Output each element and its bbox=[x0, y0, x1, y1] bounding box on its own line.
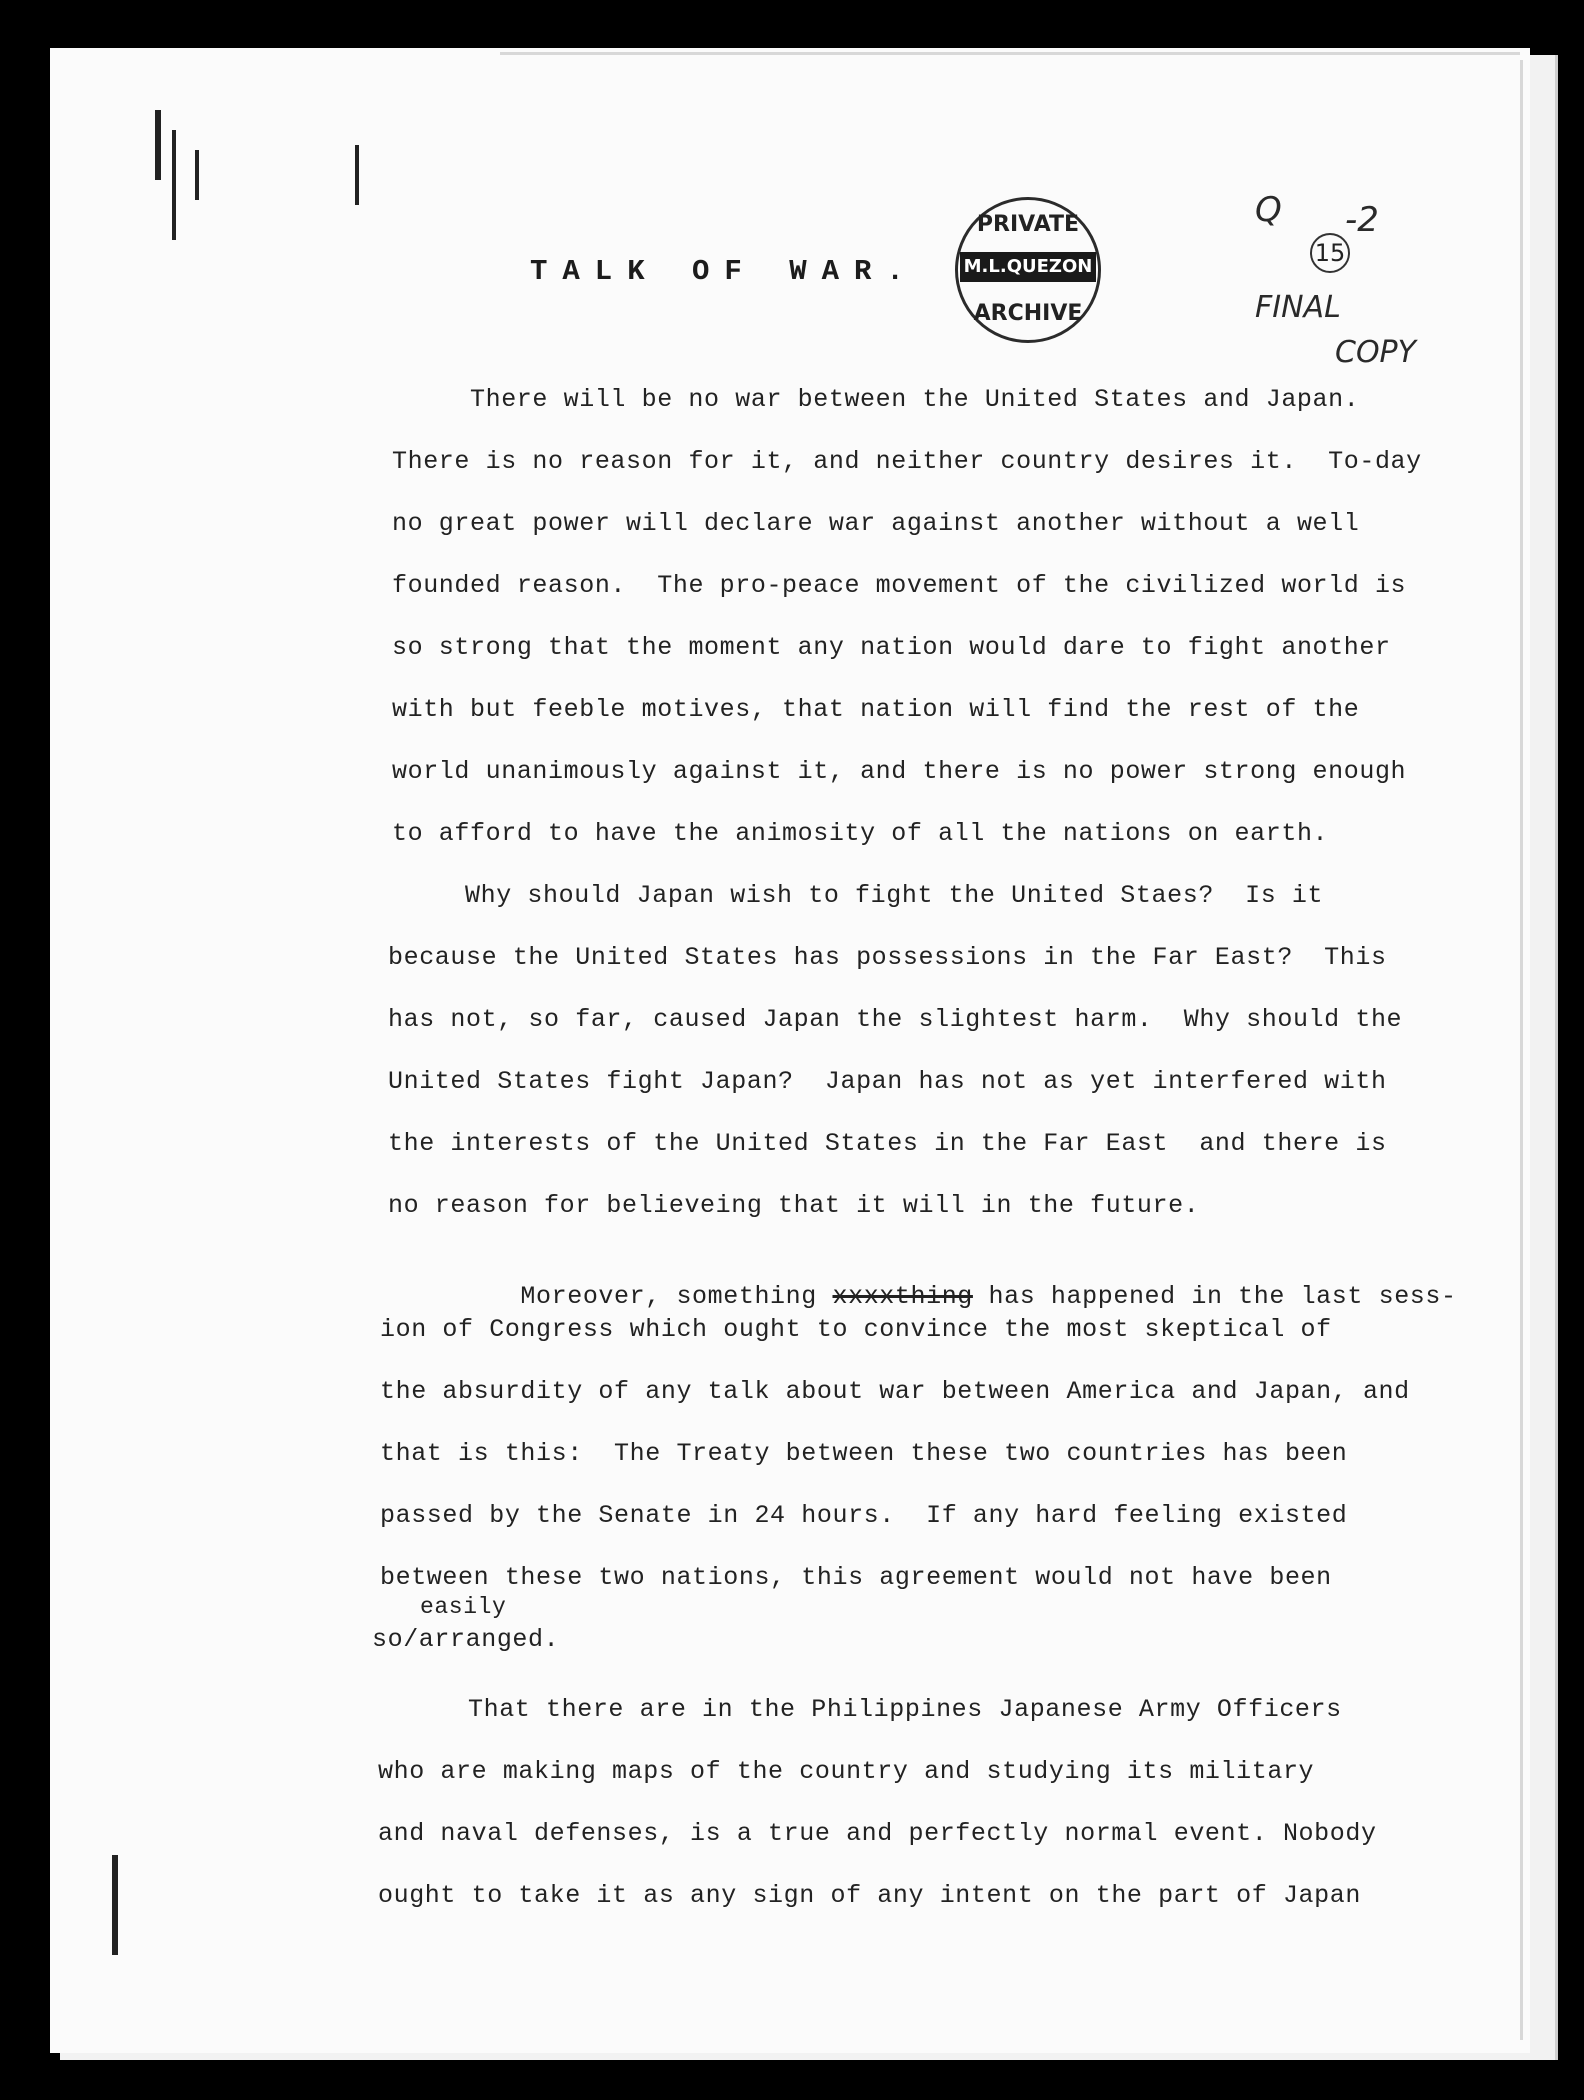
circled-page-number: 15 bbox=[1310, 233, 1350, 273]
body-line: founded reason. The pro-peace movement of the civilized world is bbox=[392, 571, 1407, 600]
handwritten-ref-suffix: -2 bbox=[1345, 200, 1379, 240]
body-line: with but feeble motives, that nation will find the rest of the bbox=[392, 695, 1360, 724]
body-line: ought to take it as any sign of any intent on the part of Japan bbox=[378, 1881, 1361, 1910]
body-line: no reason for believeing that it will in the future. bbox=[388, 1191, 1200, 1220]
sheet-edge-right bbox=[1520, 60, 1523, 2040]
body-line: Why should Japan wish to fight the United Staes? Is it bbox=[465, 881, 1324, 910]
body-line: so/arranged. bbox=[372, 1625, 560, 1654]
body-line: has not, so far, caused Japan the slightest harm. Why should the bbox=[388, 1005, 1403, 1034]
handwritten-ref-prefix: Q bbox=[1255, 190, 1282, 230]
body-line: United States fight Japan? Japan has not as yet interfered with bbox=[388, 1067, 1387, 1096]
body-line: ion of Congress which ought to convince the most skeptical of bbox=[380, 1315, 1332, 1344]
body-line: world unanimously against it, and there is no power strong enough bbox=[392, 757, 1407, 786]
margin-mark bbox=[172, 130, 176, 240]
body-line: and naval defenses, is a true and perfectly normal event. Nobody bbox=[378, 1819, 1377, 1848]
body-line: that is this: The Treaty between these two countries has been bbox=[380, 1439, 1348, 1468]
line-start: Moreover, something bbox=[520, 1282, 833, 1311]
body-line: the interests of the United States in the Far East and there is bbox=[388, 1129, 1387, 1158]
body-line: the absurdity of any talk about war between America and Japan, and bbox=[380, 1377, 1410, 1406]
stamp-top-text: PRIVATE bbox=[976, 212, 1080, 237]
stamp-bottom-text: ARCHIVE bbox=[973, 301, 1083, 326]
body-line: because the United States has possessions in the Far East? This bbox=[388, 943, 1387, 972]
document-title: TALK OF WAR. bbox=[530, 255, 919, 288]
body-line: between these two nations, this agreement would not have been bbox=[380, 1563, 1332, 1592]
stamp-band-text: M.L.QUEZON bbox=[960, 252, 1096, 282]
margin-mark bbox=[155, 110, 161, 180]
body-line: There is no reason for it, and neither country desires it. To-day bbox=[392, 447, 1422, 476]
body-line: so strong that the moment any nation would dare to fight another bbox=[392, 633, 1391, 662]
document-page bbox=[50, 48, 1530, 2053]
sheet-edge-top bbox=[500, 52, 1520, 55]
body-line: who are making maps of the country and studying its military bbox=[378, 1757, 1315, 1786]
inserted-word: easily bbox=[420, 1594, 507, 1620]
body-line: That there are in the Philippines Japanese Army Officers bbox=[468, 1695, 1342, 1724]
private-archive-stamp bbox=[955, 197, 1101, 343]
line-end: has happened in the last sess- bbox=[972, 1282, 1457, 1311]
body-line: no great power will declare war against another without a well bbox=[392, 509, 1360, 538]
margin-mark bbox=[112, 1855, 118, 1955]
body-line: passed by the Senate in 24 hours. If any hard feeling existed bbox=[380, 1501, 1348, 1530]
handwritten-final: FINAL bbox=[1255, 290, 1341, 325]
margin-mark bbox=[355, 145, 359, 205]
struck-word: xxxxthing bbox=[832, 1282, 973, 1311]
body-line: There will be no war between the United States and Japan. bbox=[470, 385, 1360, 414]
handwritten-copy: COPY bbox=[1335, 335, 1416, 370]
margin-mark bbox=[195, 150, 199, 200]
body-line: to afford to have the animosity of all the nations on earth. bbox=[392, 819, 1329, 848]
